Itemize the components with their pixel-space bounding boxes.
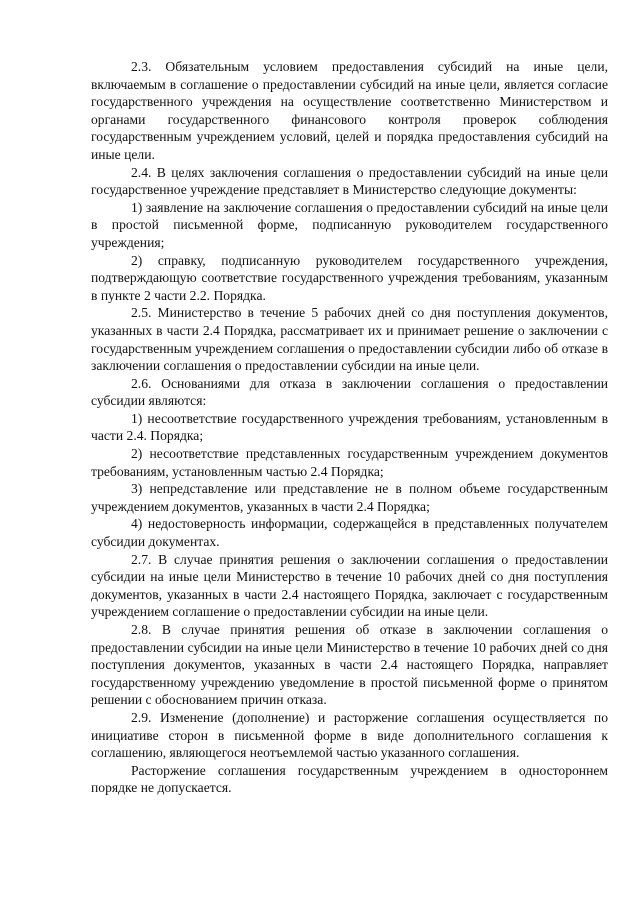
list-item-2-4-1: 1) заявление на заключение соглашения о предоставлении субсидий на иные цели в простой письменной форме, подписанную руководителем государственного учреждения; <box>91 199 608 250</box>
list-item-2-4-2: 2) справку, подписанную руководителем государственного учреждения, подтверждающую соответствие государственного учреждения требованиям, указанным в пункте 2 части 2.2. Порядка. <box>91 252 608 303</box>
paragraph-2-6: 2.6. Основаниями для отказа в заключении соглашения о предоставлении субсидии являются: <box>91 375 608 409</box>
list-item-2-6-2: 2) несоответствие представленных государственным учреждением документов требованиям, установленным частью 2.4 Порядка; <box>91 446 608 479</box>
list-item-2-6-3: 3) непредставление или представление не в полном объеме государственным учреждением документов, указанных в части 2.4 Порядка; <box>91 481 608 514</box>
list-item-2-6-1: 1) несоответствие государственного учреждения требованиям, установленным в части 2.4. Порядка; <box>91 410 608 444</box>
paragraph-2-9: 2.9. Изменение (дополнение) и расторжение соглашения осуществляется по инициативе сторон в письменной форме в виде дополнительного соглашения к соглашению, являющегося неотъемлемой частью указанного соглашения. <box>91 709 608 761</box>
paragraph-2-4: 2.4. В целях заключения соглашения о предоставлении субсидий на иные цели государственное учреждение представляет в Министерство следующие документы: <box>91 164 608 198</box>
paragraph-termination: Расторжение соглашения государственным учреждением в одностороннем порядке не допускается. <box>91 762 608 796</box>
paragraph-2-5: 2.5. Министерство в течение 5 рабочих дней со дня поступления документов, указанных в части 2.4 Порядка, рассматривает их и принимает решение о заключении с государственным учреждением соглашения о предоставлении субсидии либо об отказе в заключении соглашения о предоставлении субсидии на иные цели. <box>91 305 608 374</box>
paragraph-2-8: 2.8. В случае принятия решения об отказе в заключении соглашения о предоставлении субсидии на иные цели Министерство в течение 10 рабочих дней со дня поступления документов, указанных в части 2.4 настоящего Порядка, направляет государственному учреждению уведомление в простой письменной форме о принятом решении с обоснованием причин отказа. <box>91 622 608 708</box>
paragraph-2-3: 2.3. Обязательным условием предоставления субсидий на иные цели, включаемым в соглашение о предоставлении субсидий на иные цели, является согласие государственного учреждения на осуществление соответственно Министерством и органами государственного финансового контроля проверок соблюдения государственным учреждением условий, целей и порядка предоставления субсидий на иные цели. <box>91 59 608 162</box>
paragraph-2-7: 2.7. В случае принятия решения о заключении соглашения о предоставлении субсидии на иные цели Министерство в течение 10 рабочих дней со дня поступления документов, указанных в части 2.4 настоящего Порядка, заключает с государственным учреждением соглашение о предоставлении субсидии на иные цели. <box>91 551 608 620</box>
list-item-2-6-4: 4) недостоверность информации, содержащейся в представленных получателем субсидии документах. <box>91 516 608 550</box>
